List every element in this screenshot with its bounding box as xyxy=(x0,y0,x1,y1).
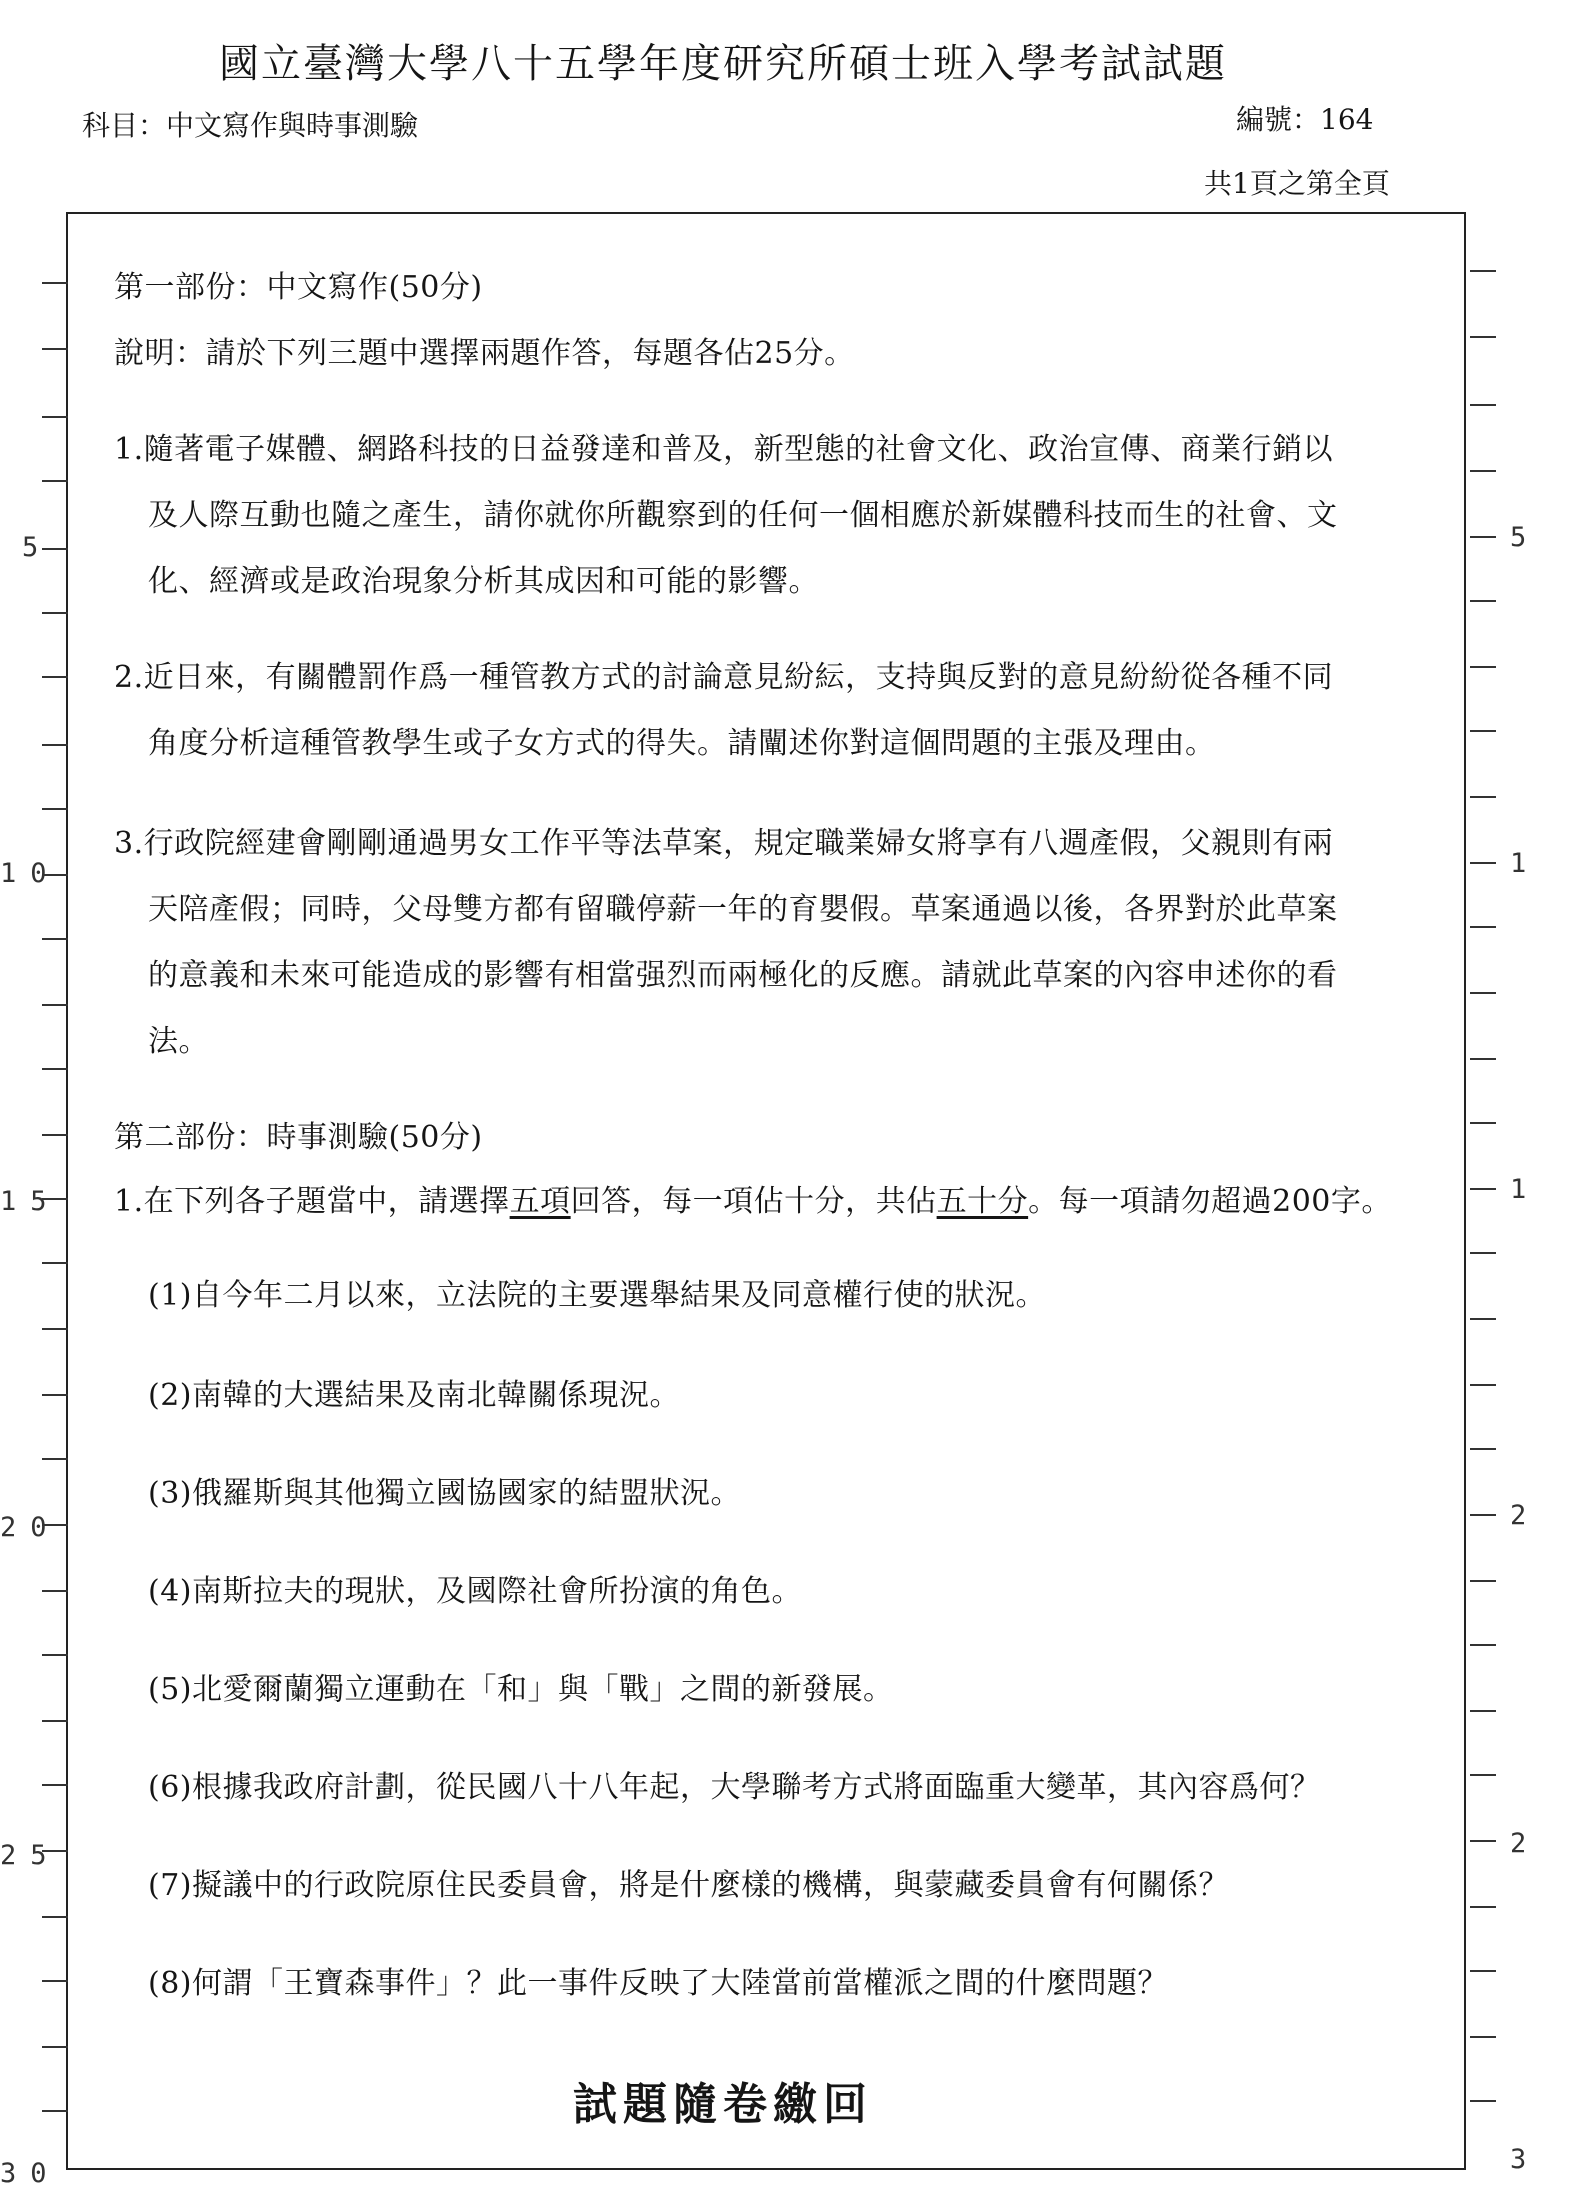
margin-tick xyxy=(1470,1318,1496,1320)
margin-tick xyxy=(42,480,68,482)
subitem-2: (2)南韓的大選結果及南北韓關係現況。 xyxy=(148,1378,680,1413)
question-1-line-2: 及人際互動也隨之產生，請你就你所觀察到的任何一個相應於新媒體科技而生的社會、文 xyxy=(148,498,1338,533)
margin-tick xyxy=(42,1590,68,1592)
subitem-1: (1)自今年二月以來，立法院的主要選舉結果及同意權行使的狀況。 xyxy=(148,1278,1046,1313)
question-1-line-1: 1.隨著電子媒體、網路科技的日益發達和普及，新型態的社會文化、政治宣傳、商業行銷以 xyxy=(114,432,1334,467)
margin-tick xyxy=(42,1654,68,1656)
margin-number-left: 5 xyxy=(22,532,53,563)
margin-tick xyxy=(1470,2036,1496,2038)
intro-text: 1.在下列各子題當中，請選擇 xyxy=(114,1184,510,1219)
margin-tick xyxy=(42,938,68,940)
margin-tick xyxy=(1470,600,1496,602)
question-1-line-3: 化、經濟或是政治現象分析其成因和可能的影響。 xyxy=(148,564,819,599)
margin-tick xyxy=(1470,992,1496,994)
intro-text: 回答，每一項佔十分，共佔 xyxy=(570,1184,937,1219)
margin-number-right: 2 xyxy=(1510,1500,1541,1531)
intro-underlined-total: 五十分 xyxy=(936,1184,1029,1219)
exam-subject: 科目：中文寫作與時事測驗 xyxy=(82,109,419,142)
subitem-4: (4)南斯拉夫的現狀，及國際社會所扮演的角色。 xyxy=(148,1574,802,1609)
margin-tick xyxy=(1470,1970,1496,1972)
subitem-5: (5)北愛爾蘭獨立運動在「和」與「戰」之間的新發展。 xyxy=(148,1672,894,1707)
margin-tick xyxy=(42,2046,68,2048)
margin-tick xyxy=(1470,536,1496,538)
question-3-line-1: 3.行政院經建會剛剛通過男女工作平等法草案，規定職業婦女將享有八週產假，父親則有兩 xyxy=(114,826,1334,861)
page-count: 共1頁之第全頁 xyxy=(1204,167,1390,200)
margin-tick xyxy=(42,1784,68,1786)
margin-tick xyxy=(42,1980,68,1982)
margin-tick xyxy=(42,1394,68,1396)
part1-instruction: 說明：請於下列三題中選擇兩題作答，每題各佔25分。 xyxy=(114,336,855,371)
margin-tick xyxy=(42,1916,68,1918)
margin-number-right: 1 xyxy=(1510,848,1541,879)
question-3-line-4: 法。 xyxy=(148,1024,209,1059)
margin-tick xyxy=(42,348,68,350)
intro-underlined-count: 五項 xyxy=(509,1184,571,1219)
margin-number-left: 25 xyxy=(0,1840,61,1871)
margin-tick xyxy=(1470,1514,1496,1516)
margin-tick xyxy=(1470,666,1496,668)
question-2-line-1: 2.近日來，有關體罰作爲一種管教方式的討論意見紛紜，支持與反對的意見紛紛從各種不同 xyxy=(114,660,1334,695)
question-2-line-2: 角度分析這種管教學生或子女方式的得失。請闡述你對這個問題的主張及理由。 xyxy=(148,726,1216,761)
margin-number-left: 15 xyxy=(0,1186,61,1217)
part1-heading: 第一部份：中文寫作(50分) xyxy=(114,270,483,305)
margin-tick xyxy=(1470,1188,1496,1190)
margin-tick xyxy=(42,612,68,614)
margin-tick xyxy=(1470,1384,1496,1386)
margin-tick xyxy=(1470,862,1496,864)
margin-tick xyxy=(1470,336,1496,338)
margin-tick xyxy=(1470,926,1496,928)
margin-tick xyxy=(42,1458,68,1460)
intro-text: 。每一項請勿超過200字。 xyxy=(1028,1184,1392,1219)
margin-tick xyxy=(1470,1840,1496,1842)
margin-number-left: 30 xyxy=(0,2158,61,2189)
margin-tick xyxy=(1470,1774,1496,1776)
subitem-8: (8)何謂「王寶森事件」？此一事件反映了大陸當前當權派之間的什麼問題？ xyxy=(148,1966,1168,2001)
margin-tick xyxy=(1470,1252,1496,1254)
margin-tick xyxy=(42,676,68,678)
subitem-7: (7)擬議中的行政院原住民委員會，將是什麼樣的機構，與蒙藏委員會有何關係？ xyxy=(148,1868,1229,1903)
margin-tick xyxy=(1470,1058,1496,1060)
margin-number-right: 5 xyxy=(1510,522,1541,553)
margin-tick xyxy=(1470,1710,1496,1712)
margin-tick xyxy=(1470,1448,1496,1450)
margin-tick xyxy=(42,1720,68,1722)
margin-tick xyxy=(1470,2100,1496,2102)
margin-tick xyxy=(1470,730,1496,732)
margin-tick xyxy=(42,1262,68,1264)
margin-tick xyxy=(1470,796,1496,798)
exam-code: 編號：164 xyxy=(1236,103,1374,136)
margin-tick xyxy=(42,282,68,284)
margin-number-left: 20 xyxy=(0,1512,61,1543)
subitem-3: (3)俄羅斯與其他獨立國協國家的結盟狀況。 xyxy=(148,1476,741,1511)
part2-heading: 第二部份：時事測驗(50分) xyxy=(114,1120,483,1155)
margin-tick xyxy=(42,1004,68,1006)
return-with-answer-sheet-note: 試題隨卷繳回 xyxy=(573,2079,873,2130)
margin-number-right: 2 xyxy=(1510,1828,1541,1859)
margin-tick xyxy=(42,1068,68,1070)
margin-tick xyxy=(42,416,68,418)
margin-tick xyxy=(1470,1122,1496,1124)
margin-tick xyxy=(42,1134,68,1136)
margin-tick xyxy=(1470,1906,1496,1908)
margin-tick xyxy=(1470,270,1496,272)
margin-number-right: 3 xyxy=(1510,2144,1541,2175)
margin-tick xyxy=(42,1328,68,1330)
margin-number-right: 1 xyxy=(1510,1174,1541,1205)
margin-tick xyxy=(1470,1580,1496,1582)
margin-tick xyxy=(1470,404,1496,406)
part2-intro xyxy=(114,1176,1392,1220)
margin-tick xyxy=(1470,1644,1496,1646)
margin-tick xyxy=(1470,470,1496,472)
question-3-line-2: 天陪產假；同時，父母雙方都有留職停薪一年的育嬰假。草案通過以後，各界對於此草案 xyxy=(148,892,1338,927)
question-3-line-3: 的意義和未來可能造成的影響有相當强烈而兩極化的反應。請就此草案的內容申述你的看 xyxy=(148,958,1338,993)
margin-number-left: 10 xyxy=(0,858,61,889)
exam-title: 國立臺灣大學八十五學年度研究所碩士班入學考試試題 xyxy=(219,41,1227,87)
margin-tick xyxy=(42,744,68,746)
margin-tick xyxy=(42,808,68,810)
subitem-6: (6)根據我政府計劃，從民國八十八年起，大學聯考方式將面臨重大變革，其內容爲何？ xyxy=(148,1770,1321,1805)
